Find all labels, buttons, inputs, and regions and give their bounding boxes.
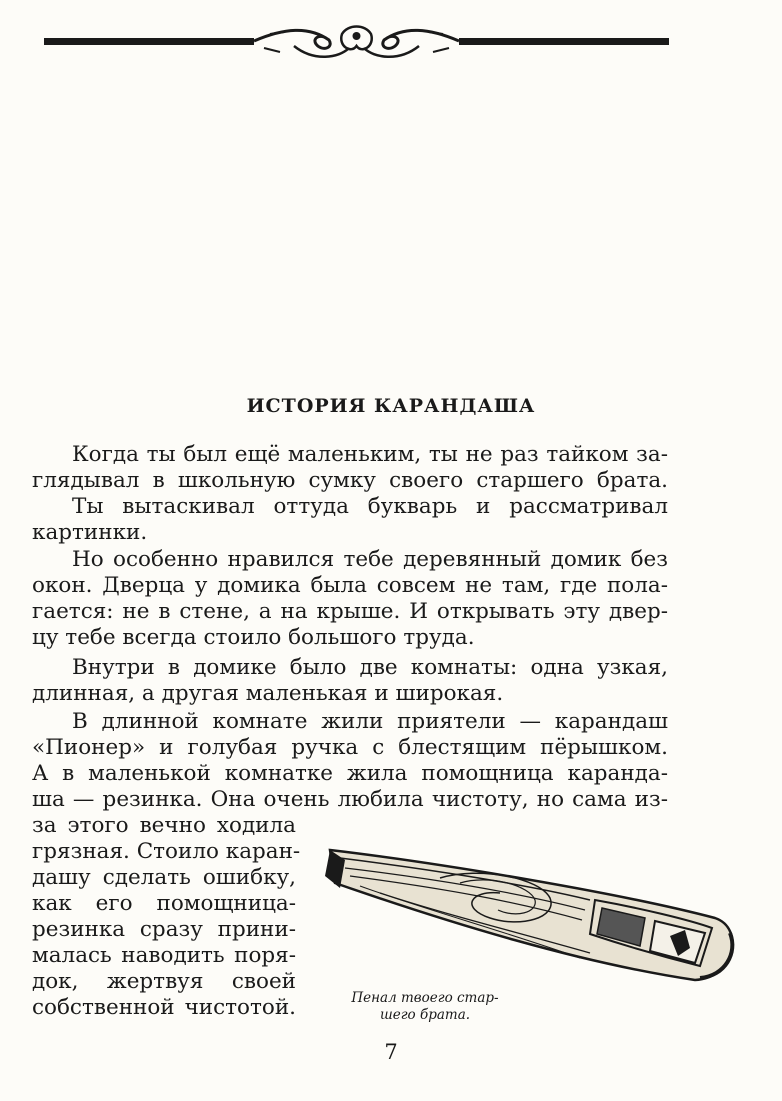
text-line: док, жертвуя своей [32,969,296,994]
caption-line: шего брата. [379,1007,471,1023]
text-line: «Пионер» и голубая ручка с блестящим пёрышком. [32,735,668,760]
header-ornament [44,22,669,70]
text-line: А в маленькой комнатке жила помощница каранда- [32,761,668,786]
illustration-caption [335,990,515,1024]
text-line: как его помощница- [32,891,296,916]
text-line: глядывал в школьную сумку своего старшего брата. [32,468,668,493]
text-line: В длинной комнате жили приятели — карандаш [72,709,668,734]
text-line: резинка сразу прини- [32,917,296,942]
text-line: грязная. Стоило каран- [32,839,301,864]
caption-line: Пенал твоего стар- [351,990,499,1006]
text-line: Ты вытаскивал оттуда букварь и рассматривал [72,494,668,519]
text-line: за этого вечно ходила [32,813,296,838]
page-number: 7 [384,1040,398,1064]
text-line: окон. Дверца у домика была совсем не там, где пола- [32,573,668,598]
text-line: Когда ты был ещё маленьким, ты не раз тайком за- [72,442,668,467]
pencil-case-illustration [320,838,740,993]
text-line: картинки. [32,520,148,545]
text-line: гается: не в стене, а на крыше. И открывать эту двер- [32,599,668,624]
text-line: ша — резинка. Она очень любила чистоту, но сама из- [32,787,668,812]
text-line: собственной чистотой. [32,995,296,1020]
text-line: Но особенно нравился тебе деревянный домик без [72,547,668,572]
chapter-title: ИСТОРИЯ КАРАНДАША [246,395,536,417]
text-line: малась наводить поря- [32,943,296,968]
text-line: длинная, а другая маленькая и широкая. [32,681,504,706]
text-line: дашу сделать ошибку, [32,865,296,890]
text-line: Внутри в домике было две комнаты: одна узкая, [72,655,668,680]
text-line: цу тебе всегда стоило большого труда. [32,625,475,650]
